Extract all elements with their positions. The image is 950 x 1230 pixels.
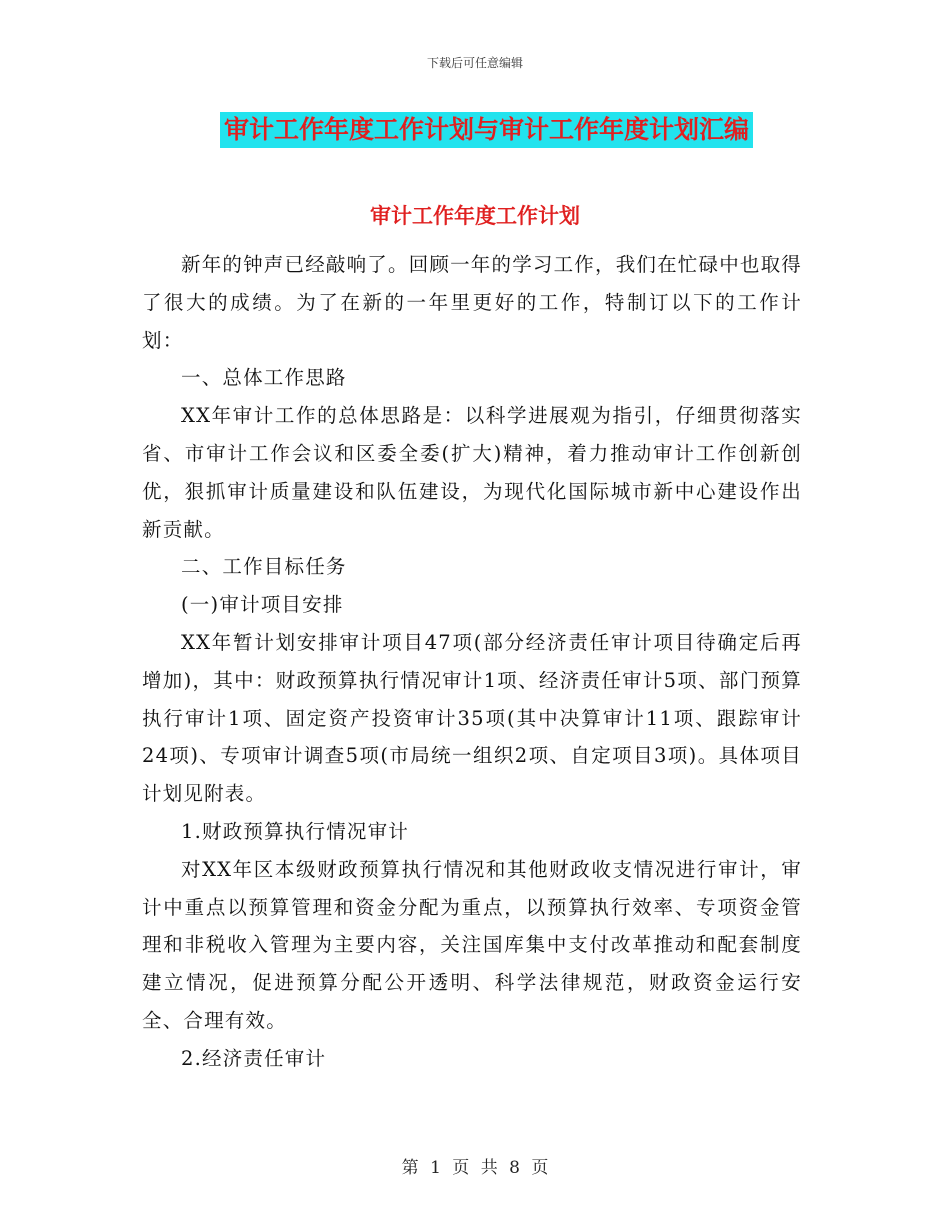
heading-overall-approach: 一、总体工作思路 (181, 366, 347, 390)
paragraph-budget-execution-audit: 对XX年区本级财政预算执行情况和其他财政收支情况进行审计，审计中重点以预算管理和资金分配为重点，以预算执行效率、专项资金管理和非税收入管理为主要内容，关注国库集中支付改革推动和配套制度建立情况，促进预算分配公开透明、科学法律规范，财政资金运行安全、合理有效。 (142, 857, 802, 1032)
header-note: 下载后可任意编辑 (426, 56, 523, 70)
heading-goals-tasks: 二、工作目标任务 (181, 555, 347, 579)
paragraph-overall-approach: XX年审计工作的总体思路是：以科学进展观为指引，仔细贯彻落实省、市审计工作会议和区委全委(扩大)精神，着力推动审计工作创新创优，狠抓审计质量建设和队伍建设，为现代化国际城市新中心建设作出新贡献。 (142, 404, 802, 541)
item-economic-responsibility-audit: 2.经济责任审计 (181, 1046, 327, 1070)
paragraph-intro: 新年的钟声已经敲响了。回顾一年的学习工作，我们在忙碌中也取得了很大的成绩。为了在新的一年里更好的工作，特制订以下的工作计划： (142, 253, 803, 352)
item-budget-execution-audit: 1.财政预算执行情况审计 (181, 819, 410, 843)
paragraph-project-arrangement: XX年暂计划安排审计项目47项(部分经济责任审计项目待确定后再增加)，其中：财政预算执行情况审计1项、经济责任审计5项、部门预算执行审计1项、固定资产投资审计35项(其中决算审计11项、跟踪审计24项)、专项审计调查5项(市局统一组织2项、自定项目3项)。具体项目计划见附表。 (142, 630, 802, 806)
subheading-project-arrangement: (一)审计项目安排 (181, 593, 344, 617)
section-title: 审计工作年度工作计划 (370, 204, 580, 228)
document-body (142, 246, 802, 1078)
document-title: 审计工作年度工作计划与审计工作年度计划汇编 (220, 112, 753, 148)
page-indicator: 第 1 页 共 8 页 (401, 1158, 549, 1178)
